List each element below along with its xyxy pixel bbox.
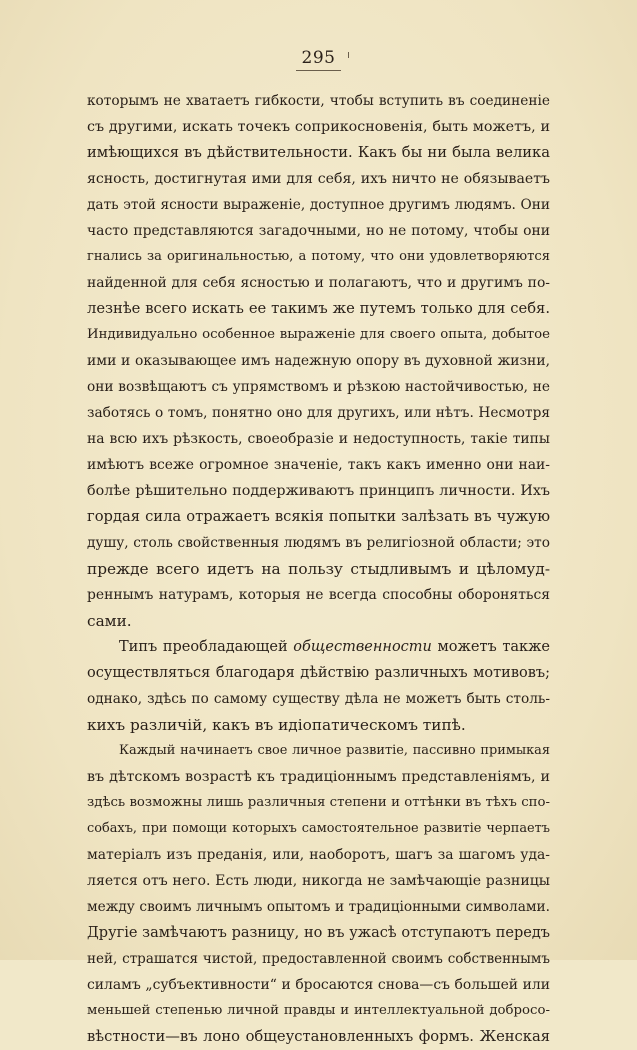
text-line: гордая сила отражаетъ всякія попытки залѣзать въ чужую [87, 508, 550, 525]
text-line: они возвѣщаютъ съ упрямствомъ и рѣзкою настойчивостью, не [87, 379, 550, 395]
paragraph-2 [87, 634, 550, 738]
paragraph-3 [87, 738, 550, 1050]
text-line: собахъ, при помощи которыхъ самостоятельное развитіе черпаетъ [87, 821, 550, 836]
text-line: лезнѣе всего искать ее такимъ же путемъ только для себя. [87, 300, 550, 317]
text-line: ляется отъ него. Есть люди, никогда не замѣчающіе разницы [87, 873, 550, 889]
text-line: Каждый начинаетъ свое личное развитіе, пассивно примыкая [119, 743, 550, 758]
text-line: здѣсь возможны лишь различныя степени и оттѣнки въ тѣхъ спо- [87, 795, 550, 810]
text-line: въ дѣтскомъ возрастѣ къ традиціоннымъ представленіямъ, и [87, 769, 550, 785]
page-number [0, 48, 637, 71]
text-line: Другіе замѣчаютъ разницу, но въ ужасѣ отступаютъ передъ [87, 925, 550, 941]
text-line: матеріалъ изъ преданія, или, наоборотъ, шагъ за шагомъ уда- [87, 847, 550, 863]
text-line: на всю ихъ рѣзкость, своеобразіе и недоступность, такіе типы [87, 431, 550, 447]
text-segment: можетъ также [437, 639, 550, 655]
text-line: меньшей степенью личной правды и интеллектуальной добросо- [87, 1003, 550, 1018]
text-line: между своимъ личнымъ опытомъ и традиціонными символами. [87, 899, 550, 915]
text-line: дать этой ясности выраженіе, доступное другимъ людямъ. Они [87, 197, 550, 213]
text-line: имѣютъ всеже огромное значеніе, такъ какъ именно они наи- [87, 457, 550, 473]
text-line: реннымъ натурамъ, которыя не всегда способны обороняться [87, 587, 550, 603]
text-line: съ другими, искать точекъ соприкосновенія, быть можетъ, и [87, 119, 550, 135]
text-line: болѣе рѣшительно поддерживаютъ принципъ личности. Ихъ [87, 483, 550, 499]
text-line: сами. [87, 612, 132, 630]
body-text [87, 88, 550, 1050]
text-line: осуществляться благодаря дѣйствію различныхъ мотивовъ; [87, 665, 550, 681]
text-line: вѣстности—въ лоно общеустановленныхъ формъ. Женская [87, 1028, 550, 1045]
text-line-with-term [87, 634, 550, 660]
text-line: ими и оказывающее имъ надежную опору въ духовной жизни, [87, 353, 550, 369]
text-line: ясность, достигнутая ими для себя, ихъ ничто не обязываетъ [87, 171, 550, 187]
text-line: однако, здѣсь по самому существу дѣла не можетъ быть столь- [87, 691, 550, 707]
text-line: гнались за оригинальностью, а потому, что они удовлетворяются [87, 249, 550, 264]
text-line: силамъ „субъективности“ и бросаются снова—съ большей или [87, 977, 550, 993]
text-line: заботясь о томъ, понятно оно для другихъ, или нѣтъ. Несмотря [87, 405, 550, 421]
emphasized-term: общественности [293, 639, 432, 655]
text-line: ней, страшатся чистой, предоставленной своимъ собственнымъ [87, 951, 550, 967]
text-line: которымъ не хватаетъ гибкости, чтобы вступить въ соединеніе [87, 93, 550, 109]
text-line: прежде всего идетъ на пользу стыдливымъ и цѣломуд- [87, 560, 550, 578]
text-line: найденной для себя ясностью и полагаютъ, что и другимъ по- [87, 275, 550, 291]
text-line: часто представляются загадочными, но не потому, чтобы они [87, 223, 550, 239]
text-line: имѣющихся въ дѣйствительности. Какъ бы ни была велика [87, 144, 550, 161]
text-line: кихъ различій, какъ въ идіопатическомъ типѣ. [87, 716, 466, 734]
text-line: Индивидуально особенное выраженіе для своего опыта, добытое [87, 327, 550, 342]
print-mark [348, 52, 349, 58]
paragraph-1 [87, 88, 550, 634]
page-number-text: 295 [296, 48, 342, 71]
text-segment: Типъ преобладающей [119, 639, 288, 655]
text-line: душу, столь свойственныя людямъ въ религіозной области; это [87, 535, 550, 551]
